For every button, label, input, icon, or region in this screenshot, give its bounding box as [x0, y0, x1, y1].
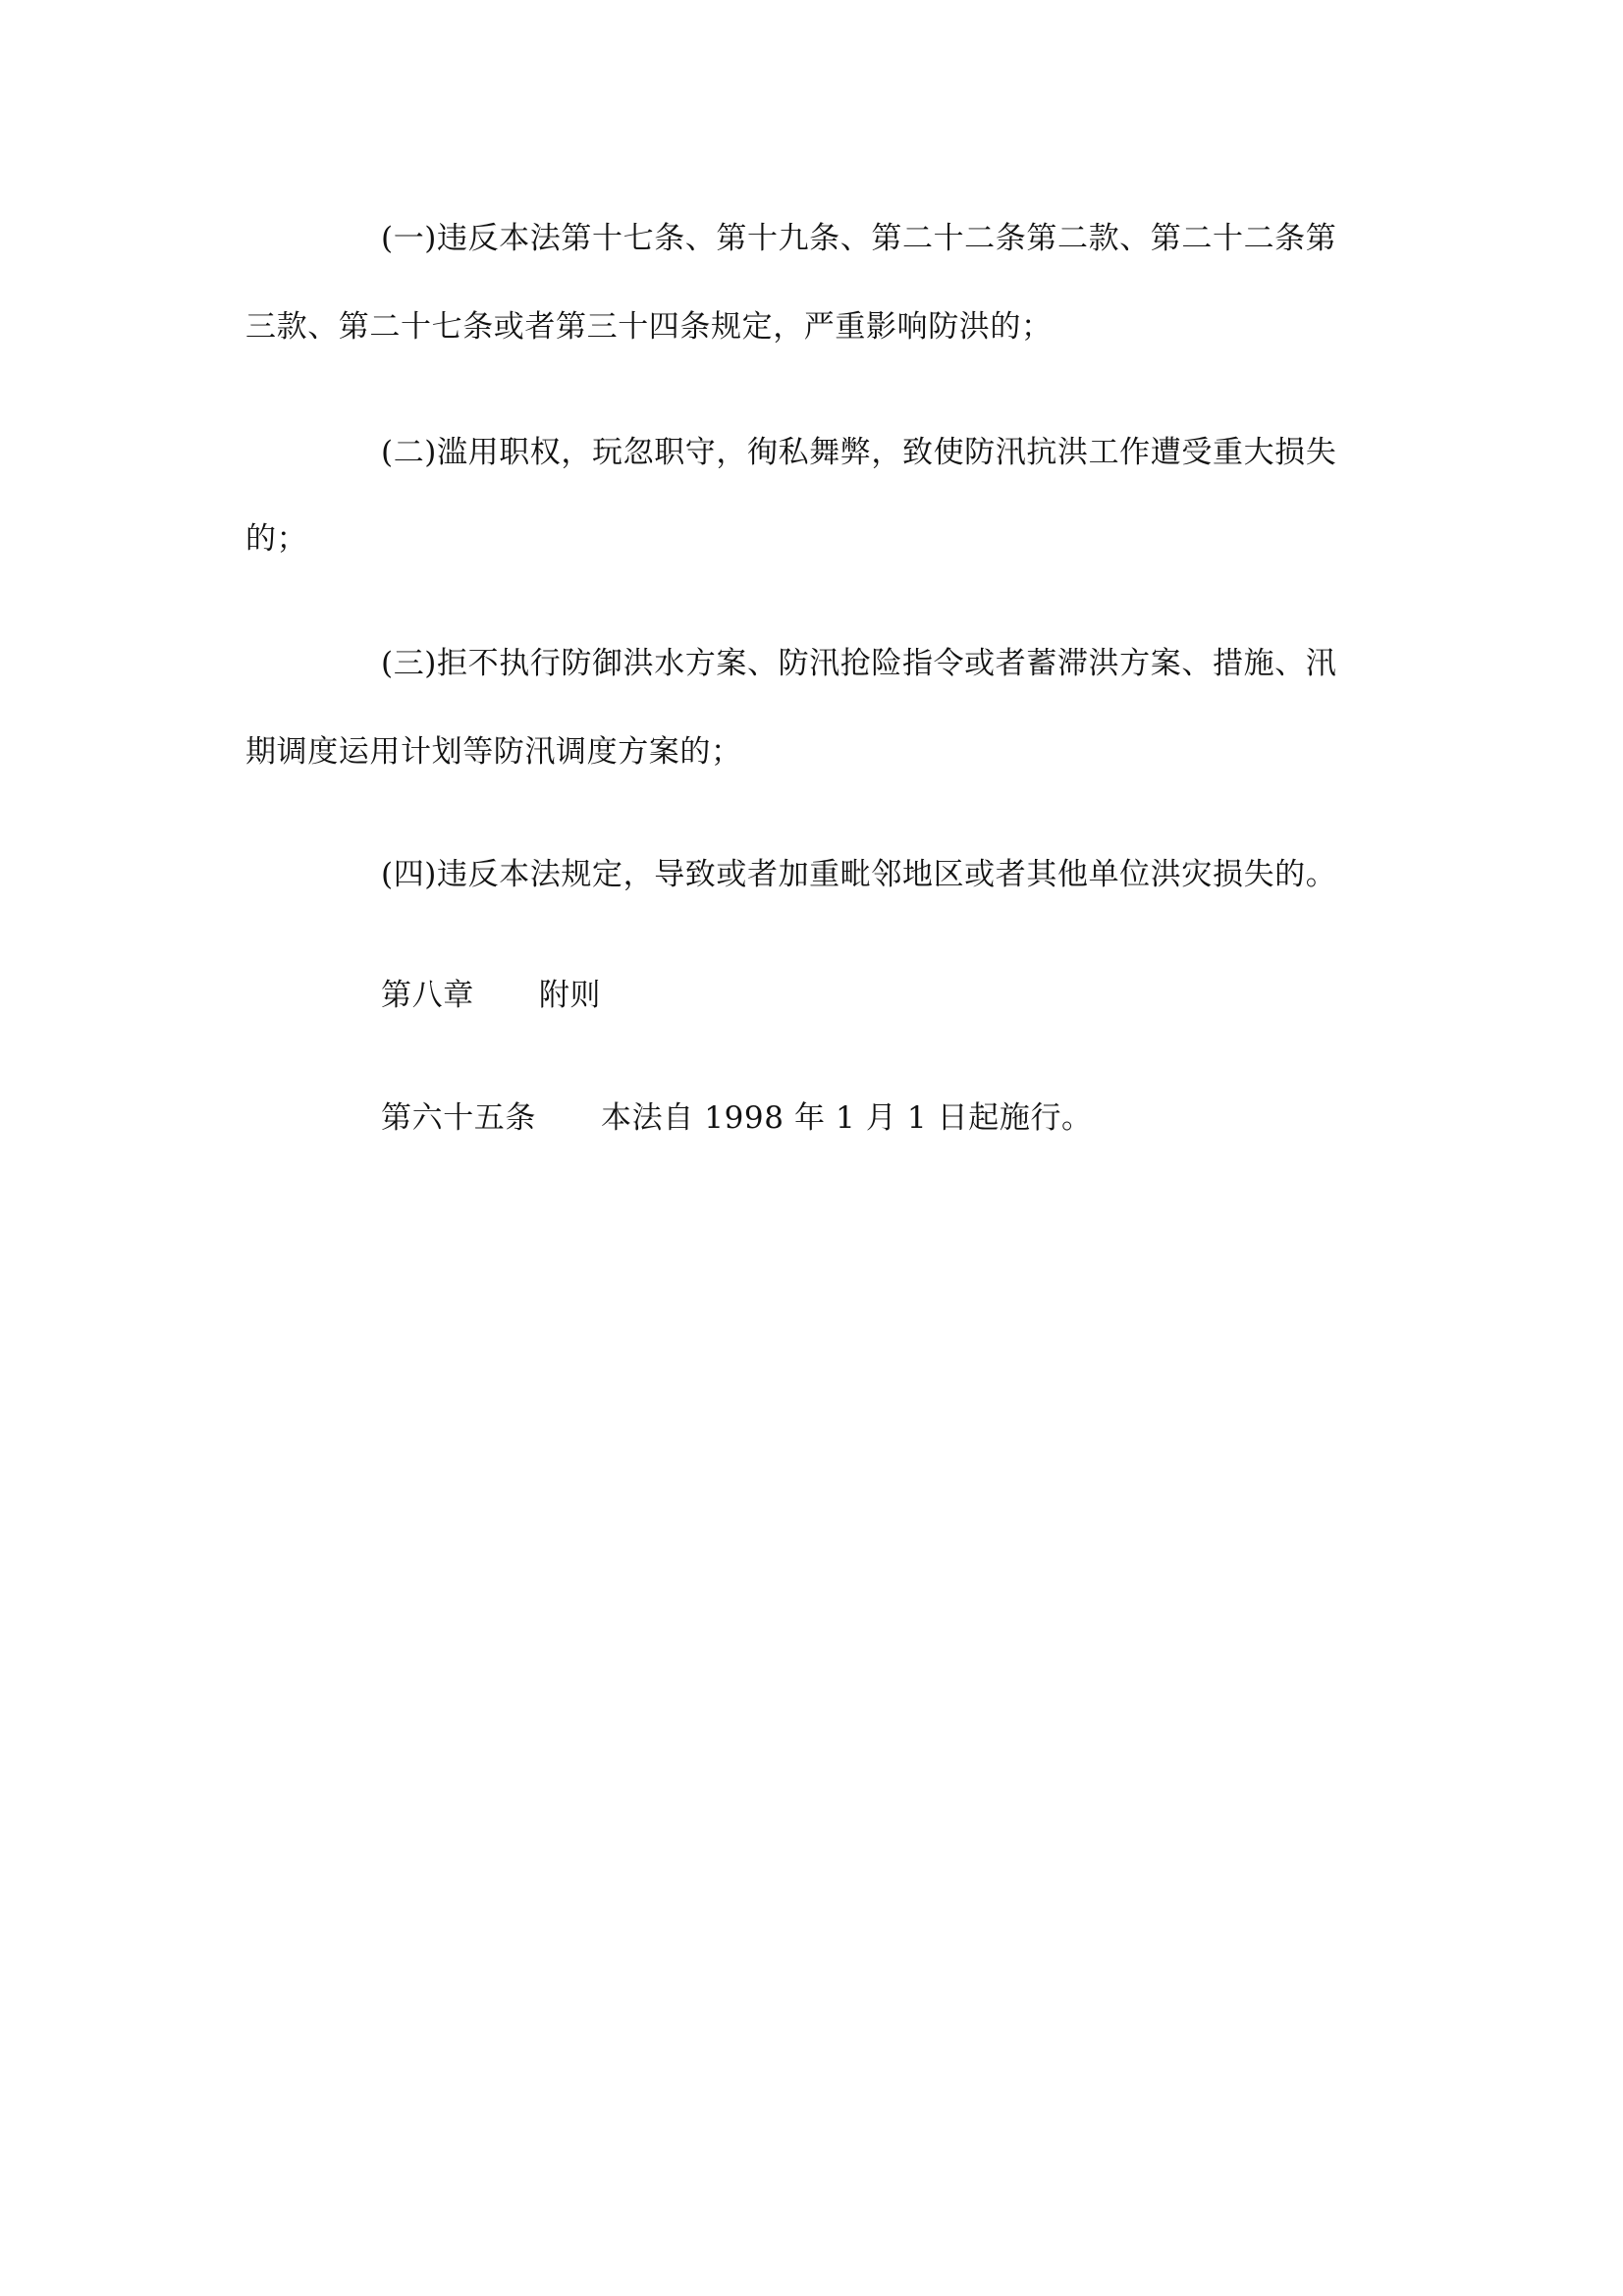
- item-4-line-1: (四)违反本法规定，导致或者加重毗邻地区或者其他单位洪灾损失的。: [381, 857, 1337, 892]
- item-1-line-2: 三款、第二十七条或者第三十四条规定，严重影响防洪的；: [245, 309, 1053, 345]
- article-label: 第六十五条: [381, 1100, 536, 1136]
- item-2-line-2: 的；: [245, 521, 308, 557]
- chapter-label: 第八章: [381, 978, 474, 1013]
- item-1-line-1: (一)违反本法第十七条、第十九条、第二十二条第二款、第二十二条第: [381, 221, 1337, 256]
- item-3-line-2: 期调度运用计划等防汛调度方案的；: [245, 734, 742, 770]
- chapter-heading: [381, 978, 602, 1013]
- chapter-title: 附则: [538, 978, 602, 1013]
- item-2-line-1: (二)滥用职权，玩忽职守，徇私舞弊，致使防汛抗洪工作遭受重大损失: [381, 435, 1337, 470]
- article-text: 本法自 1998 年 1 月 1 日起施行。: [601, 1100, 1093, 1136]
- article-65: [381, 1100, 1093, 1136]
- item-3-line-1: (三)拒不执行防御洪水方案、防汛抢险指令或者蓄滞洪方案、措施、汛: [381, 646, 1337, 681]
